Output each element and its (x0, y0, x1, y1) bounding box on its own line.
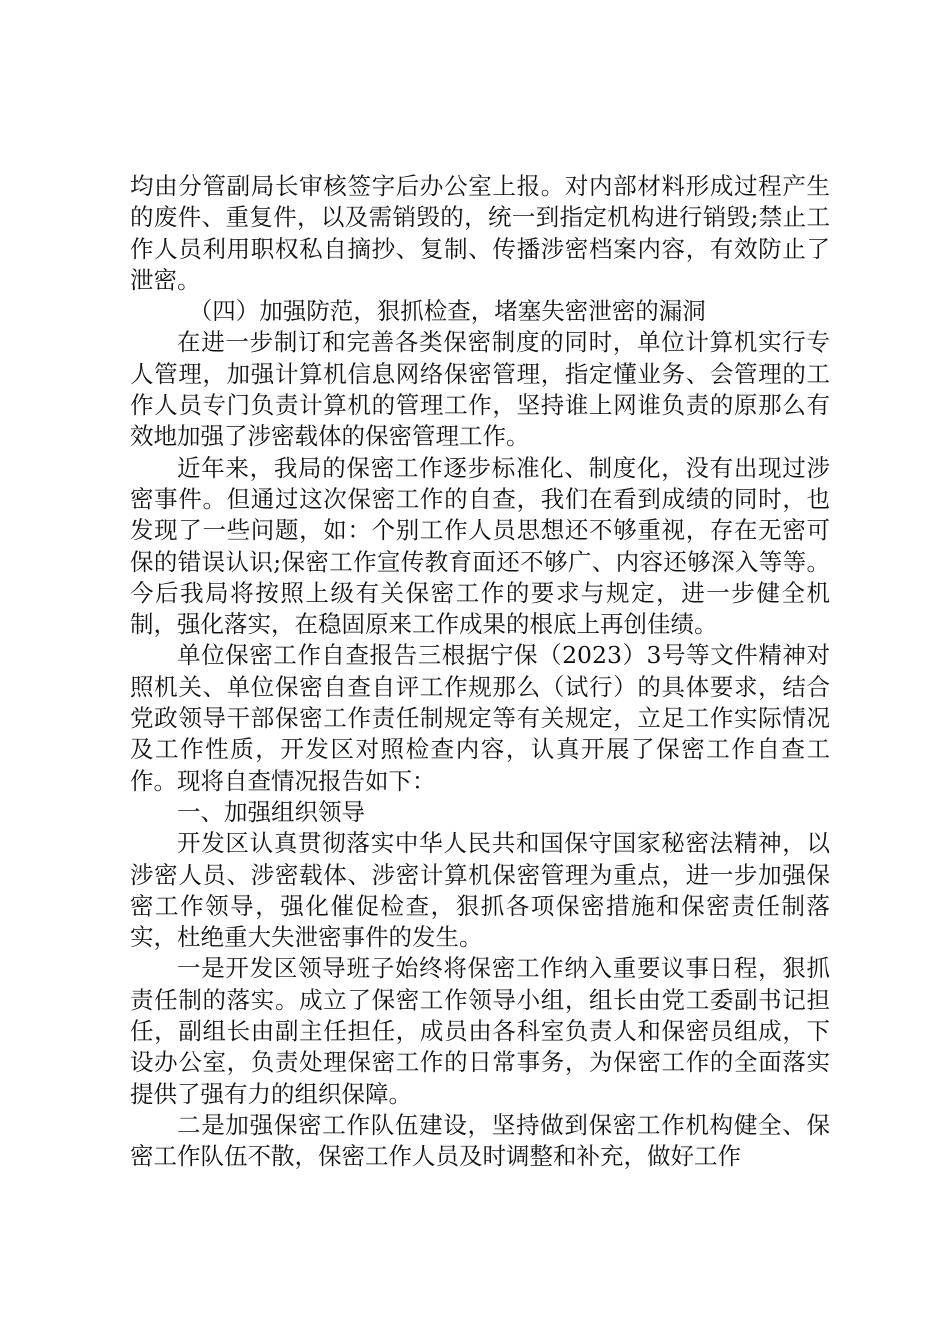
paragraph-point-one: 一是开发区领导班子始终将保密工作纳入重要议事日程，狠抓责任制的落实。成立了保密工作领导小组，组长由党工委副书记担任，副组长由副主任担任，成员由各科室负责人和保密员组成，下设办公室，负责处理保密工作的日常事务，为保密工作的全面落实提供了强有力的组织保障。 (130, 954, 830, 1108)
paragraph-computer-management: 在进一步制订和完善各类保密制度的同时，单位计算机实行专人管理，加强计算机信息网络保密管理，指定懂业务、会管理的工作人员专门负责计算机的管理工作，坚持谁上网谁负责的原那么有效地加强了涉密载体的保密管理工作。 (130, 328, 830, 451)
section-heading-1: 一、加强组织领导 (177, 797, 365, 826)
section-heading-4: （四）加强防范，狠抓检查，堵塞失密泄密的漏洞 (188, 297, 706, 326)
paragraph-continuation: 均由分管副局长审核签字后办公室上报。对内部材料形成过程产生的废件、重复件，以及需销毁的，统一到指定机构进行销毁;禁止工作人员利用职权私自摘抄、复制、传播涉密档案内容，有效防止了泄密。 (130, 172, 830, 294)
paragraph-recent-years: 近年来，我局的保密工作逐步标准化、制度化，没有出现过涉密事件。但通过这次保密工作的自查，我们在看到成绩的同时，也发现了一些问题，如：个别工作人员思想还不够重视，存在无密可保的错误认识;保密工作宣传教育面还不够广、内容还够深入等等。今后我局将按照上级有关保密工作的要求与规定，进一步健全机制，强化落实，在稳固原来工作成果的根底上再创佳绩。 (130, 453, 830, 639)
paragraph-implementation: 开发区认真贯彻落实中华人民共和国保守国家秘密法精神，以涉密人员、涉密载体、涉密计算机保密管理为重点，进一步加强保密工作领导，强化催促检查，狠抓各项保密措施和保密责任制落实，杜绝重大失泄密事件的发生。 (130, 829, 830, 952)
document-page (130, 171, 830, 1173)
paragraph-report-three-intro: 单位保密工作自查报告三根据宁保（2023）3号等文件精神对照机关、单位保密自查自评工作规那么（试行）的具体要求，结合党政领导干部保密工作责任制规定等有关规定，立足工作实际情况及工作性质，开发区对照检查内容，认真开展了保密工作自查工作。现将自查情况报告如下： (130, 641, 830, 795)
paragraph-point-two: 二是加强保密工作队伍建设，坚持做到保密工作机构健全、保密工作队伍不散，保密工作人员及时调整和补充，做好工作 (130, 1110, 830, 1171)
